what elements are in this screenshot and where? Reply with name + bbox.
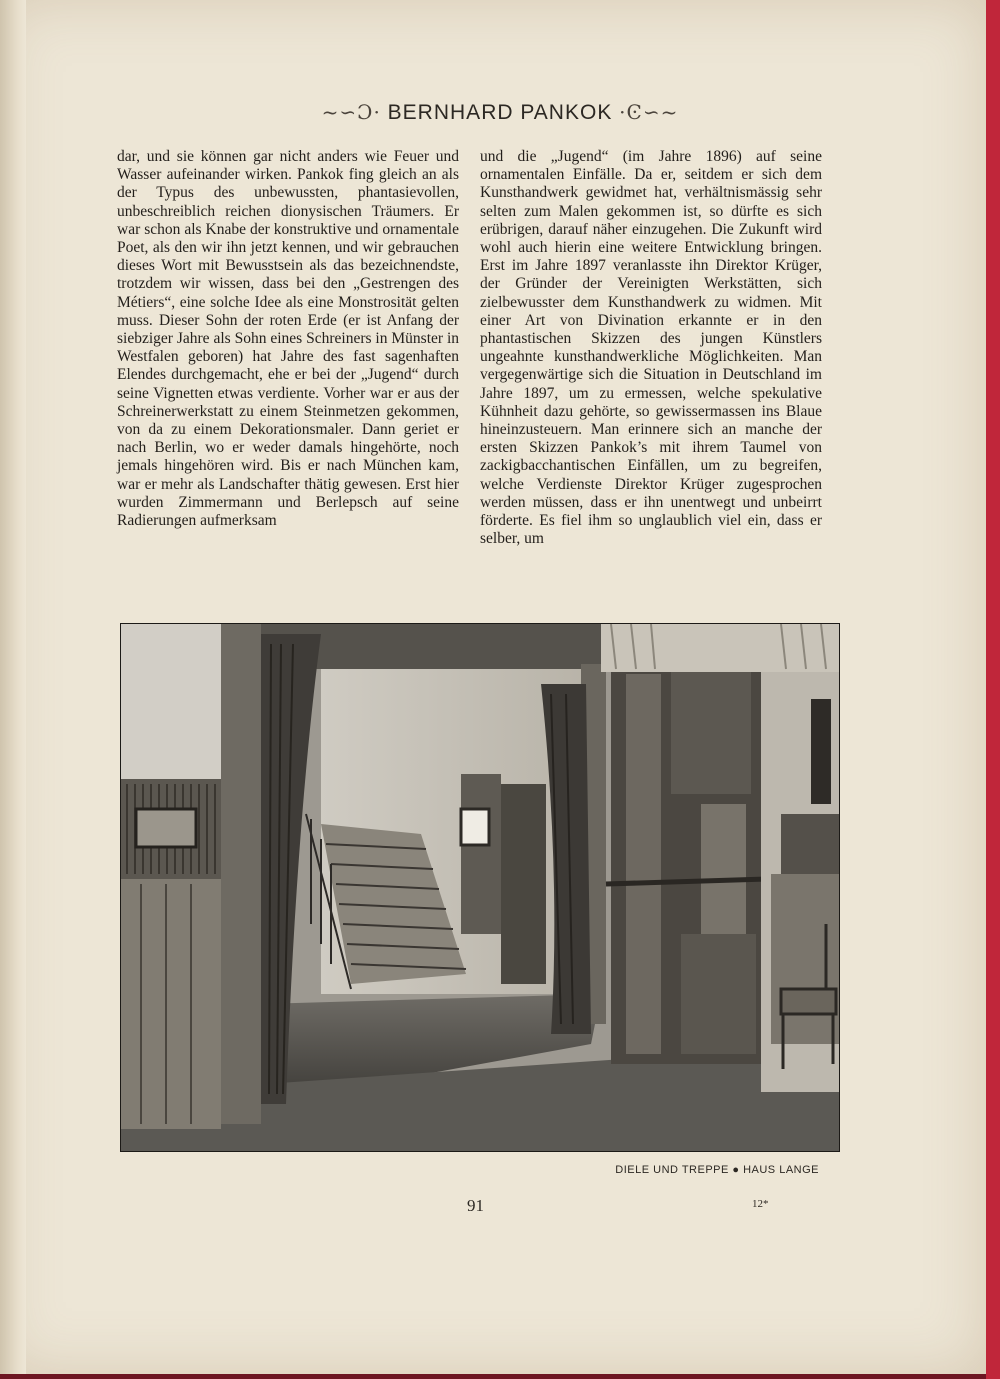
paragraph-right: und die „Jugend“ (im Jahre 1896) auf seine ornamentalen Einfälle. Da er, seitdem er sich dem Kunsthandwerk gewidmet hat, verhältnismässig sehr selten zum Malen gekommen ist, so dürfte es sich erübrigen, darauf näher einzugehen. Die Zukunft wird wohl auch hierin eine weitere Entwicklung bringen. Erst im Jahre 1897 veranlasste ihn Direktor Krüger, der Gründer der Vereinigten Werkstätten, sich zielbewusster dem Kunsthandwerk zu widmen. Mit einer Art von Divination erkannte er in den phantastischen Skizzen des jungen Künstlers ungeahnte kunsthandwerkliche Möglichkeiten. Man vergegenwärtige sich die Situation in Deutschland im Jahre 1897, um zu ermessen, welche spekulative Kühnheit dazu gehörte, so gewissermassen ins Blaue hineinzusteuern. Man erinnere sich an manche der ersten Skizzen Pankok’s mit ihrem Taumel von zackigbacchantischen Einfällen, um zu begreifen, welche Verdienste Direktor Krüger zugesprochen werden müssen, dass er ihn unentwegt und unbeirrt förderte. Es fiel ihm so unglaublich viel ein, dass er selber, um (480, 148, 822, 548)
cover-edge (986, 0, 1000, 1379)
text-column-right (480, 148, 822, 548)
running-header (0, 100, 1000, 125)
wardrobe (606, 654, 766, 1064)
figure-caption: DIELE UND TREPPE ● HAUS LANGE (615, 1164, 819, 1176)
running-title: BERNHARD PANKOK (387, 101, 613, 124)
signature-mark: 12* (752, 1198, 769, 1210)
header-ornament-right: ·Ͼ∽~ (619, 100, 679, 124)
paragraph-left: dar, und sie können gar nicht anders wie Feuer und Wasser aufeinander wirken. Pankok fing gleich an als der Typus des unbewussten, phantasievollen, unbeschreiblich reichen dionysischen Träumers. Er war schon als Knabe der konstruktive und ornamentale Poet, als den wir ihn jetzt kennen, und wir gebrauchen dieses Wort mit Bewusstsein als das bezeichnendste, trotzdem wir wissen, dass bei den „Gestrengen des Métiers“, eine solche Idee als eine Monstrosität gelten muss. Dieser Sohn der roten Erde (er ist Anfang der siebziger Jahre als Sohn eines Schreiners in Münster in Westfalen geboren) hat Jahre des fast sagenhaften Elendes durchgemacht, ehe er bei der „Jugend“ durch seine Vignetten etwas verdiente. Vorher war er aus der Schreinerwerkstatt zu einem Steinmetzen gekommen, von da zu einem Dekorationsmaler. Dann geriet er nach Berlin, wo er weder damals hingehörte, noch jemals hingehören wird. Bis er nach München kam, war er mehr als Landschafter thätig gewesen. Erst hier wurden Zimmermann und Berlepsch auf seine Radierungen aufmerksam (117, 148, 459, 530)
header-ornament-left: ~∽Ɔ· (321, 100, 381, 124)
binding-gutter (0, 0, 26, 1374)
interior-photograph (120, 623, 840, 1152)
text-column-left (117, 148, 459, 530)
page-number: 91 (467, 1196, 484, 1215)
